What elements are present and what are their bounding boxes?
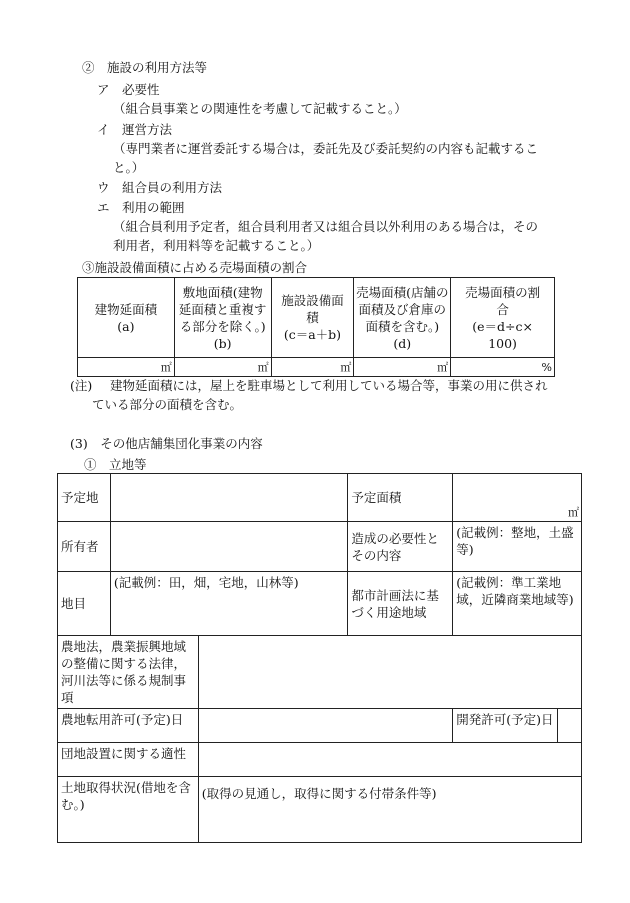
value-building-floor-area[interactable]: ㎡ [78,358,175,377]
item-scope-note-1: （組合員利用予定者，組合員利用者又は組合員以外利用のある場合は，その [113,219,539,234]
item-necessity-title: ア 必要性 [97,82,160,97]
site-label: 予定地 [58,474,111,522]
item-member-usage-title: ウ 組合員の利用方法 [97,180,223,195]
site-value[interactable] [110,474,347,522]
item-scope-note-2: 利用者，利用料等を記載すること。） [113,238,320,253]
item-operation-title: イ 運営方法 [97,122,173,137]
header-site-area: 敷地面積(建物 延面積と重複す る部分を除く。) (b) [174,278,271,358]
item-operation-note-2: と。） [113,160,145,175]
item-operation-note-1: （専門業者に運営委託する場合は，委託先及び委託契約の内容も記載するこ [113,141,539,156]
part3-sub-location: ① 立地等 [84,457,147,472]
header-sales-area-ratio: 売場面積の割 合 (e＝d÷c× 100) [451,278,555,358]
suitability-label: 団地設置に関する適性 [58,743,199,777]
development-permit-value[interactable] [558,709,582,743]
owner-label: 所有者 [58,522,111,572]
header-facility-area: 施設設備面 積 (c＝a＋b) [271,278,354,358]
farmland-permit-value[interactable] [198,709,452,743]
value-facility-area[interactable]: ㎡ [271,358,354,377]
owner-value[interactable] [110,522,347,572]
regulation-value[interactable] [198,636,581,709]
land-category-label: 地目 [58,572,111,636]
development-need-value[interactable]: (記載例：整地，土盛等) [453,522,582,572]
section-heading-usage: ② 施設の利用方法等 [82,60,208,75]
land-category-value[interactable]: (記載例：田，畑，宅地，山林等) [110,572,347,636]
planned-area-value[interactable]: ㎡ [453,474,582,522]
land-acquisition-value[interactable]: (取得の見通し，取得に関する付帯条件等) [198,777,581,843]
land-acquisition-label: 土地取得状況(借地を含む。) [58,777,199,843]
part3-heading: (3) その他店舗集団化事業の内容 [70,436,263,451]
farmland-permit-label: 農地転用許可(予定)日 [58,709,199,743]
value-site-area[interactable]: ㎡ [174,358,271,377]
item-necessity-note: （組合員事業との関連性を考慮して記載すること。） [113,101,407,116]
header-building-floor-area: 建物延面積 (a) [78,278,175,358]
note-line-1: 建物延面積には，屋上を駐車場として利用している場合等，事業の用に供され [110,378,548,393]
zoning-value[interactable]: (記載例：準工業地域，近隣商業地域等) [453,572,582,636]
note-label: (注) [70,378,93,393]
development-need-label: 造成の必要性とその内容 [348,522,453,572]
planned-area-label: 予定面積 [348,474,453,522]
item-scope-title: エ 利用の範囲 [97,200,185,215]
header-sales-floor-area: 売場面積(店舗の 面積及び倉庫の 面積を含む。) (d) [354,278,451,358]
value-sales-area-ratio[interactable]: % [451,358,555,377]
section-heading-area-ratio: ③施設設備面積に占める売場面積の割合 [82,260,308,275]
area-ratio-table [77,277,555,377]
development-permit-label: 開発許可(予定)日 [453,709,558,743]
note-line-2: ている部分の面積を含む。 [92,397,243,412]
suitability-value[interactable] [198,743,581,777]
regulation-label: 農地法，農業振興地域の整備に関する法律，河川法等に係る規制事項 [58,636,199,709]
value-sales-floor-area[interactable]: ㎡ [354,358,451,377]
zoning-label: 都市計画法に基づく用途地域 [348,572,453,636]
location-table [57,473,582,843]
